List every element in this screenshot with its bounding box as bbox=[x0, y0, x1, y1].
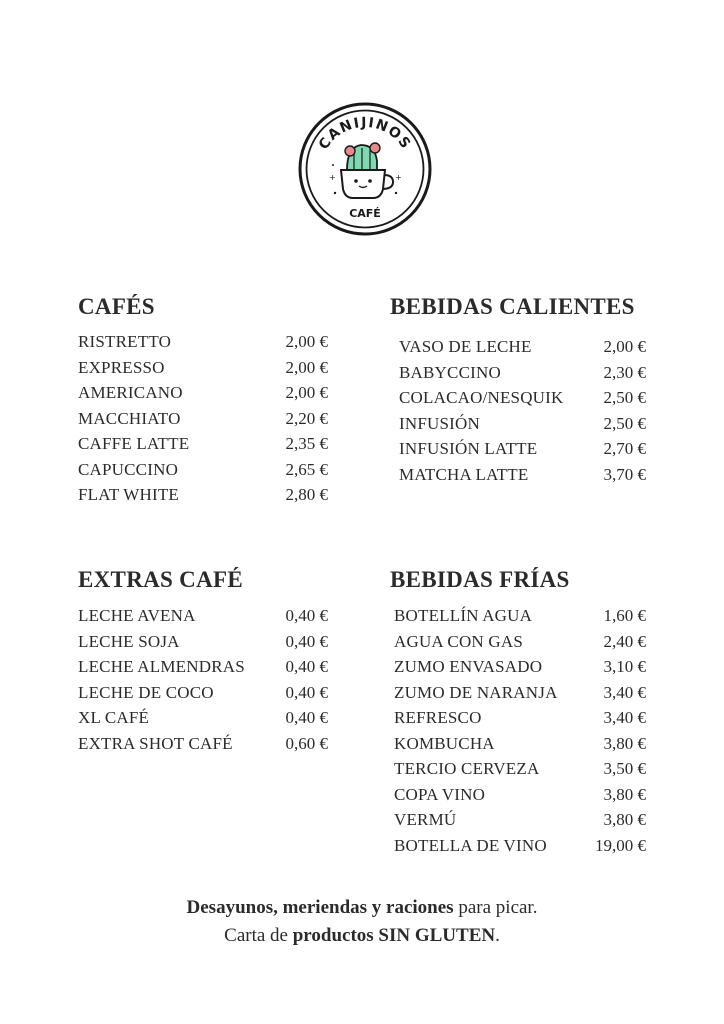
menu-item-name: ZUMO ENVASADO bbox=[394, 657, 543, 676]
section-title-bebidas-calientes: BEBIDAS CALIENTES bbox=[390, 294, 635, 319]
menu-item-price: 0,40 € bbox=[285, 708, 328, 727]
menu-item bbox=[78, 705, 328, 731]
section-title-bebidas-frias: BEBIDAS FRÍAS bbox=[390, 567, 570, 592]
menu-item bbox=[78, 629, 328, 655]
menu-item bbox=[399, 462, 646, 488]
menu-item-price: 0,40 € bbox=[285, 657, 328, 676]
menu-item-name: KOMBUCHA bbox=[394, 733, 495, 753]
menu-item-name: BOTELLA DE VINO bbox=[394, 835, 547, 855]
menu-item bbox=[78, 654, 328, 680]
menu-item-price: 3,40 € bbox=[603, 708, 646, 727]
svg-text:+: + bbox=[395, 173, 402, 182]
menu-item-price: 0,40 € bbox=[285, 606, 328, 625]
menu-item-price: 0,40 € bbox=[285, 631, 328, 651]
menu-item-price: 19,00 € bbox=[595, 835, 646, 855]
section-extras-cafe bbox=[78, 566, 328, 756]
menu-item-price: 3,80 € bbox=[603, 810, 646, 829]
menu-item-price: 2,40 € bbox=[603, 631, 646, 651]
menu-item bbox=[78, 680, 328, 706]
menu-item-price: 3,80 € bbox=[603, 733, 646, 753]
menu-item bbox=[399, 360, 646, 386]
svg-text:+: + bbox=[329, 173, 336, 182]
menu-list-extras-cafe bbox=[78, 603, 328, 756]
menu-item-price: 3,10 € bbox=[603, 657, 646, 676]
menu-item-price: 3,70 € bbox=[603, 464, 646, 484]
menu-item-name: AGUA CON GAS bbox=[394, 631, 523, 651]
menu-item-name: RISTRETTO bbox=[78, 332, 172, 351]
menu-item bbox=[394, 705, 646, 731]
menu-item-name: LECHE AVENA bbox=[78, 606, 196, 625]
footer-line-1-bold: Desayunos, meriendas y raciones bbox=[186, 897, 454, 918]
menu-item bbox=[78, 457, 328, 483]
menu-item-name: CAFFE LATTE bbox=[78, 434, 190, 453]
menu-item-name: ZUMO DE NARANJA bbox=[394, 682, 558, 702]
menu-item-price: 3,50 € bbox=[603, 759, 646, 778]
menu-item-price: 2,00 € bbox=[603, 337, 646, 356]
menu-item bbox=[78, 380, 328, 406]
footer-line-2-end: . bbox=[495, 925, 500, 946]
footer-line-1-regular: para picar. bbox=[453, 897, 538, 918]
menu-item-price: 3,80 € bbox=[603, 784, 646, 804]
menu-item bbox=[399, 334, 646, 360]
menu-item bbox=[394, 629, 646, 655]
menu-item-price: 2,30 € bbox=[603, 362, 646, 382]
menu-item-price: 2,65 € bbox=[285, 459, 328, 479]
menu-item bbox=[78, 355, 328, 381]
menu-item-price: 0,60 € bbox=[285, 733, 328, 753]
menu-list-bebidas-calientes bbox=[390, 334, 646, 487]
menu-item bbox=[78, 406, 328, 432]
menu-item-price: 2,20 € bbox=[285, 408, 328, 428]
menu-item-name: CAPUCCINO bbox=[78, 459, 179, 479]
menu-list-bebidas-frias bbox=[390, 603, 646, 858]
menu-item-name: BOTELLÍN AGUA bbox=[394, 606, 533, 625]
menu-item-price: 1,60 € bbox=[603, 606, 646, 625]
menu-item-name: EXPRESSO bbox=[78, 357, 165, 377]
section-title-cafes: CAFÉS bbox=[78, 294, 155, 319]
menu-item bbox=[78, 482, 328, 508]
menu-item bbox=[394, 731, 646, 757]
menu-item bbox=[399, 436, 646, 462]
menu-item-name: BABYCCINO bbox=[399, 362, 501, 382]
footer-note bbox=[0, 894, 724, 950]
menu-list-cafes bbox=[78, 329, 328, 508]
menu-item bbox=[394, 680, 646, 706]
menu-item-name: MACCHIATO bbox=[78, 408, 181, 428]
logo-bottom-text: CAFÉ bbox=[349, 207, 381, 220]
footer-line-1 bbox=[0, 894, 724, 922]
section-title-extras-cafe: EXTRAS CAFÉ bbox=[78, 567, 243, 592]
footer-line-2-bold: productos SIN GLUTEN bbox=[292, 925, 496, 946]
menu-item-price: 3,40 € bbox=[603, 682, 646, 702]
menu-item bbox=[394, 603, 646, 629]
menu-item-name: EXTRA SHOT CAFÉ bbox=[78, 733, 233, 753]
menu-item bbox=[399, 411, 646, 437]
section-cafes bbox=[78, 293, 328, 508]
menu-item-name: AMERICANO bbox=[78, 383, 183, 402]
menu-item-name: COLACAO/NESQUIK bbox=[399, 388, 564, 407]
menu-item bbox=[394, 782, 646, 808]
menu-item bbox=[394, 654, 646, 680]
menu-item-name: LECHE ALMENDRAS bbox=[78, 657, 245, 676]
menu-item-price: 0,40 € bbox=[285, 682, 328, 702]
menu-item-name: VERMÚ bbox=[394, 810, 457, 829]
menu-item-price: 2,80 € bbox=[285, 485, 328, 504]
menu-item bbox=[78, 431, 328, 457]
menu-item-name: REFRESCO bbox=[394, 708, 482, 727]
menu-item-price: 2,00 € bbox=[285, 357, 328, 377]
menu-item bbox=[78, 329, 328, 355]
menu-item-name: MATCHA LATTE bbox=[399, 464, 529, 484]
menu-item bbox=[394, 833, 646, 859]
menu-item-price: 2,35 € bbox=[285, 434, 328, 453]
footer-line-2-regular: Carta de bbox=[224, 925, 293, 946]
menu-item-name: LECHE SOJA bbox=[78, 631, 180, 651]
menu-item-name: TERCIO CERVEZA bbox=[394, 759, 540, 778]
menu-item-price: 2,50 € bbox=[603, 388, 646, 407]
menu-item-price: 2,50 € bbox=[603, 413, 646, 433]
section-bebidas-calientes bbox=[390, 293, 646, 487]
cactus-in-cup-icon bbox=[297, 101, 433, 237]
menu-item-name: COPA VINO bbox=[394, 784, 486, 804]
menu-item bbox=[394, 756, 646, 782]
menu-item-name: FLAT WHITE bbox=[78, 485, 180, 504]
menu-item bbox=[399, 385, 646, 411]
menu-item-name: INFUSIÓN LATTE bbox=[399, 439, 538, 458]
menu-item-name: LECHE DE COCO bbox=[78, 682, 214, 702]
menu-item-name: VASO DE LECHE bbox=[399, 337, 532, 356]
cafe-logo bbox=[297, 101, 433, 237]
menu-item-name: XL CAFÉ bbox=[78, 708, 150, 727]
footer-line-2 bbox=[0, 922, 724, 950]
logo-top-text: CANIJINOS bbox=[315, 114, 415, 153]
menu-item-price: 2,00 € bbox=[285, 383, 328, 402]
menu-item bbox=[78, 603, 328, 629]
menu-item bbox=[394, 807, 646, 833]
menu-item-price: 2,00 € bbox=[285, 332, 328, 351]
menu-item bbox=[78, 731, 328, 757]
section-bebidas-frias bbox=[390, 566, 646, 858]
menu-item-price: 2,70 € bbox=[603, 439, 646, 458]
menu-item-name: INFUSIÓN bbox=[399, 413, 480, 433]
